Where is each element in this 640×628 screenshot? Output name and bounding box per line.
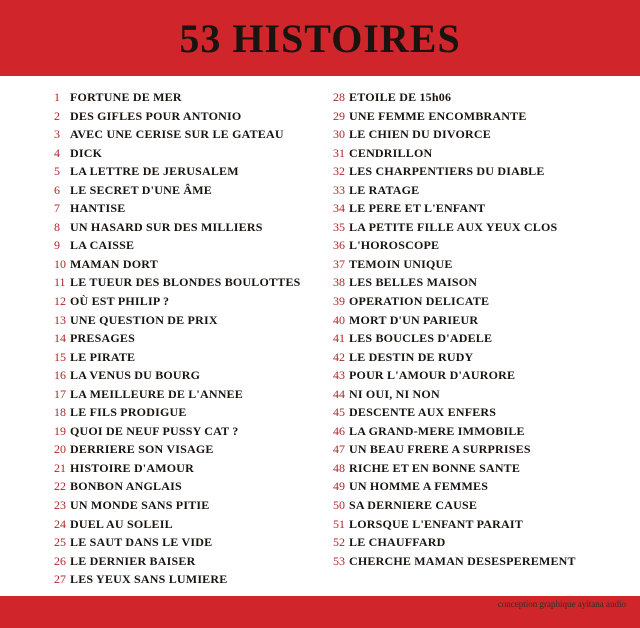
story-item (54, 552, 301, 571)
story-number: 1 (54, 90, 60, 104)
story-item (54, 88, 301, 107)
story-number: 51 (333, 516, 345, 531)
story-item (333, 422, 576, 441)
story-title: OPERATION DELICATE (349, 294, 490, 309)
story-title: UN HASARD SUR DES MILLIERS (70, 219, 263, 234)
story-item (54, 477, 301, 496)
story-item (54, 236, 301, 255)
story-title: AVEC UNE CERISE SUR LE GATEAU (70, 127, 284, 142)
story-item (333, 218, 576, 237)
right-story-column (333, 88, 576, 570)
story-title: UNE QUESTION DE PRIX (70, 312, 218, 327)
story-item (333, 403, 576, 422)
story-item (333, 459, 576, 478)
story-title: LA LETTRE DE JERUSALEM (70, 164, 239, 179)
story-number: 10 (54, 256, 66, 271)
story-title: UN BEAU FRERE A SURPRISES (349, 442, 531, 457)
story-number: 3 (54, 127, 60, 142)
story-title: UN MONDE SANS PITIE (70, 498, 210, 513)
design-credit: conception graphique ayitana audio (497, 599, 626, 609)
story-title: MORT D'UN PARIEUR (349, 312, 479, 327)
story-item (333, 292, 576, 311)
story-number: 15 (54, 349, 66, 364)
story-item (333, 329, 576, 348)
story-number: 38 (333, 275, 345, 290)
footer-banner (0, 596, 640, 628)
story-title: LE SECRET D'UNE ÂME (70, 182, 212, 197)
story-item (54, 533, 301, 552)
story-number: 40 (333, 312, 345, 327)
story-item (333, 199, 576, 218)
story-item (333, 552, 576, 571)
story-title: DESCENTE AUX ENFERS (349, 405, 497, 420)
story-title: LE CHAUFFARD (349, 535, 446, 550)
story-number: 41 (333, 331, 345, 346)
story-item (54, 403, 301, 422)
story-number: 48 (333, 460, 345, 475)
story-number: 43 (333, 368, 345, 383)
story-item (54, 181, 301, 200)
story-item (54, 255, 301, 274)
story-title: LA GRAND-MERE IMMOBILE (349, 423, 525, 438)
story-title: L'HOROSCOPE (349, 238, 440, 253)
story-item (333, 88, 576, 107)
story-number: 8 (54, 219, 60, 234)
story-number: 36 (333, 238, 345, 253)
story-title: HANTISE (70, 201, 126, 216)
story-title: LA VENUS DU BOURG (70, 368, 201, 383)
story-item (333, 366, 576, 385)
story-item (54, 199, 301, 218)
story-number: 53 (333, 553, 345, 568)
left-story-column (54, 88, 301, 589)
story-item (333, 107, 576, 126)
story-number: 25 (54, 535, 66, 550)
story-title: POUR L'AMOUR D'AURORE (349, 368, 516, 383)
story-title: TEMOIN UNIQUE (349, 256, 453, 271)
story-title: LE DESTIN DE RUDY (349, 349, 474, 364)
story-number: 52 (333, 535, 345, 550)
story-number: 11 (54, 275, 66, 290)
story-number: 46 (333, 423, 345, 438)
story-title: RICHE ET EN BONNE SANTE (349, 460, 521, 475)
story-number: 28 (333, 90, 345, 104)
story-title: SA DERNIERE CAUSE (349, 498, 478, 513)
story-number: 17 (54, 386, 66, 401)
story-item (333, 348, 576, 367)
story-title: LA MEILLEURE DE L'ANNEE (70, 386, 243, 401)
story-item (333, 440, 576, 459)
story-item (333, 385, 576, 404)
story-title: CENDRILLON (349, 145, 433, 160)
story-item (333, 477, 576, 496)
story-number: 12 (54, 294, 66, 309)
story-number: 20 (54, 442, 66, 457)
story-number: 9 (54, 238, 60, 253)
story-title: MAMAN DORT (70, 256, 158, 271)
story-number: 2 (54, 108, 60, 123)
story-item (54, 459, 301, 478)
story-number: 23 (54, 498, 66, 513)
story-title: PRESAGES (70, 331, 135, 346)
story-number: 22 (54, 479, 66, 494)
story-item (54, 162, 301, 181)
story-item (54, 218, 301, 237)
story-item (333, 533, 576, 552)
story-item (333, 515, 576, 534)
story-item (54, 366, 301, 385)
story-item (333, 144, 576, 163)
story-title: LES BELLES MAISON (349, 275, 478, 290)
story-number: 34 (333, 201, 345, 216)
story-title: LA CAISSE (70, 238, 135, 253)
story-item (54, 422, 301, 441)
story-number: 24 (54, 516, 66, 531)
story-title: NI OUI, NI NON (349, 386, 440, 401)
story-number: 26 (54, 553, 66, 568)
story-title: LE RATAGE (349, 182, 420, 197)
story-title: QUOI DE NEUF PUSSY CAT ? (70, 423, 239, 438)
story-title: LES YEUX SANS LUMIERE (70, 572, 228, 587)
story-title: BONBON ANGLAIS (70, 479, 182, 494)
story-title: LE FILS PRODIGUE (70, 405, 187, 420)
story-number: 50 (333, 498, 345, 513)
story-item (333, 125, 576, 144)
story-list-panel (0, 76, 640, 596)
story-number: 16 (54, 368, 66, 383)
story-title: DES GIFLES POUR ANTONIO (70, 108, 242, 123)
story-number: 21 (54, 460, 66, 475)
story-item (333, 273, 576, 292)
story-item (54, 496, 301, 515)
story-title: LE PIRATE (70, 349, 136, 364)
story-title: LA PETITE FILLE AUX YEUX CLOS (349, 219, 558, 234)
story-number: 37 (333, 256, 345, 271)
story-number: 7 (54, 201, 60, 216)
page-title: 53 HISTOIRES (179, 15, 461, 61)
story-title: LE CHIEN DU DIVORCE (349, 127, 491, 142)
story-number: 19 (54, 423, 66, 438)
title-banner (0, 0, 640, 76)
story-item (333, 181, 576, 200)
story-item (54, 515, 301, 534)
story-title: OÙ EST PHILIP ? (70, 294, 170, 309)
story-number: 42 (333, 349, 345, 364)
story-number: 49 (333, 479, 345, 494)
story-number: 13 (54, 312, 66, 327)
story-title: DICK (70, 145, 103, 160)
story-item (54, 107, 301, 126)
story-title: LE PERE ET L'ENFANT (349, 201, 486, 216)
story-number: 4 (54, 145, 60, 160)
story-title: UN HOMME A FEMMES (349, 479, 489, 494)
story-title: LES CHARPENTIERS DU DIABLE (349, 164, 545, 179)
story-number: 44 (333, 386, 345, 401)
story-title: FORTUNE DE MER (70, 90, 182, 104)
story-item (54, 144, 301, 163)
story-item (54, 292, 301, 311)
story-number: 45 (333, 405, 345, 420)
story-title: LE DERNIER BAISER (70, 553, 196, 568)
story-title: HISTOIRE D'AMOUR (70, 460, 194, 475)
story-number: 33 (333, 182, 345, 197)
story-number: 32 (333, 164, 345, 179)
story-number: 6 (54, 182, 60, 197)
story-item (333, 255, 576, 274)
story-number: 5 (54, 164, 60, 179)
story-item (333, 162, 576, 181)
story-number: 35 (333, 219, 345, 234)
story-item (54, 125, 301, 144)
story-item (54, 385, 301, 404)
story-title: UNE FEMME ENCOMBRANTE (349, 108, 527, 123)
story-item (54, 570, 301, 589)
story-title: DUEL AU SOLEIL (70, 516, 173, 531)
story-title: LE SAUT DANS LE VIDE (70, 535, 213, 550)
story-number: 29 (333, 108, 345, 123)
story-item (333, 236, 576, 255)
story-item (54, 273, 301, 292)
story-item (54, 440, 301, 459)
story-title: DERRIERE SON VISAGE (70, 442, 214, 457)
story-number: 27 (54, 572, 66, 587)
story-title: CHERCHE MAMAN DESESPEREMENT (349, 553, 576, 568)
story-item (54, 329, 301, 348)
story-number: 39 (333, 294, 345, 309)
story-item (333, 496, 576, 515)
story-title: LORSQUE L'ENFANT PARAIT (349, 516, 523, 531)
story-number: 30 (333, 127, 345, 142)
story-item (54, 311, 301, 330)
story-item (333, 311, 576, 330)
story-number: 47 (333, 442, 345, 457)
story-number: 14 (54, 331, 66, 346)
story-item (54, 348, 301, 367)
story-title: LE TUEUR DES BLONDES BOULOTTES (70, 275, 301, 290)
story-number: 31 (333, 145, 345, 160)
story-title: ETOILE DE 15h06 (349, 90, 452, 104)
story-number: 18 (54, 405, 66, 420)
story-title: LES BOUCLES D'ADELE (349, 331, 493, 346)
